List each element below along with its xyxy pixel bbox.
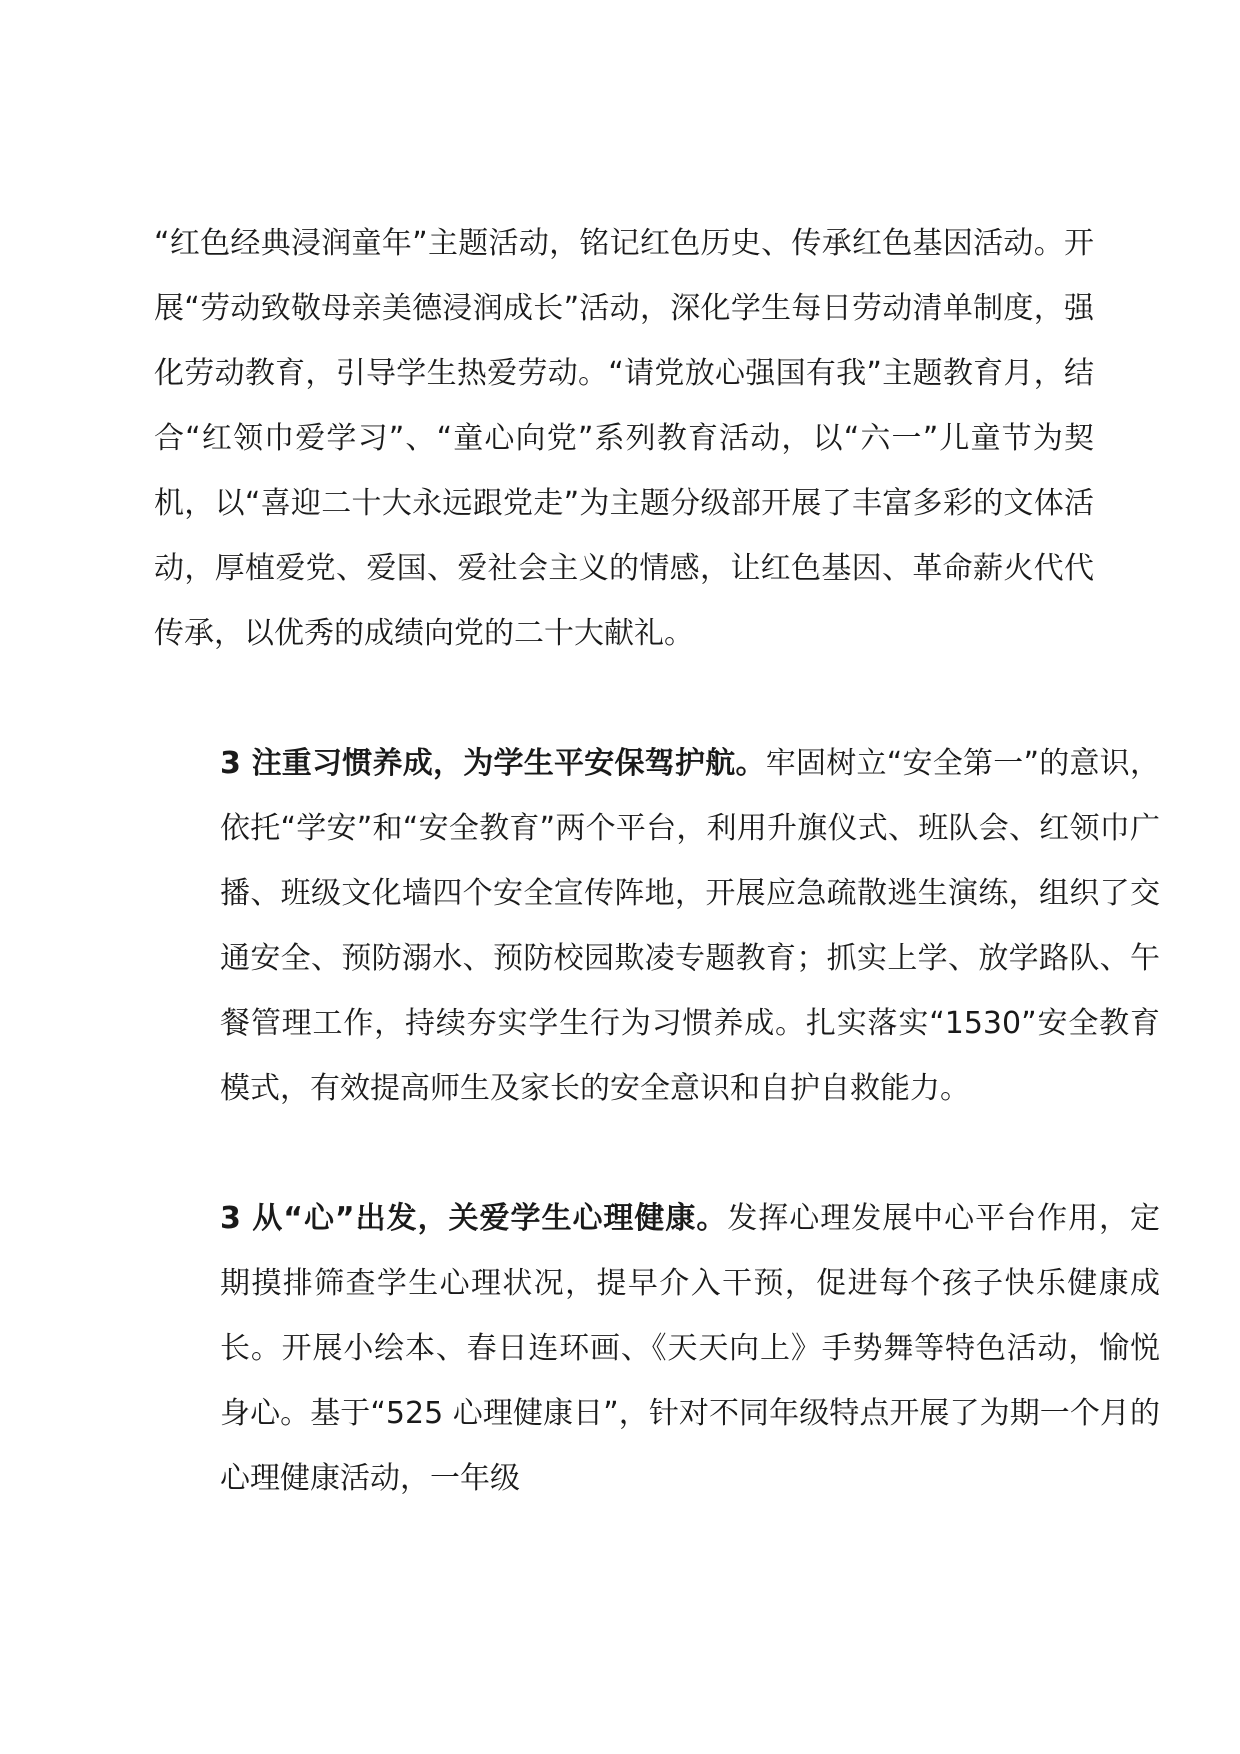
paragraph-heading: 3 从“心”出发，关爱学生心理健康。 <box>220 1201 728 1236</box>
paragraph-body: “红色经典浸润童年”主题活动，铭记红色历史、传承红色基因活动。开展“劳动致敬母亲美德浸润成长”活动，深化学生每日劳动清单制度，强化劳动教育，引导学生热爱劳动。“请党放心强国有我”主题教育月，结合“红领巾爱学习”、“童心向党”系列教育活动，以“六一”儿童节为契机，以“喜迎二十大永远跟党走”为主题分级部开展了丰富多彩的文体活动，厚植爱党、爱国、爱社会主义的情感，让红色基因、革命薪火代代传承，以优秀的成绩向党的二十大献礼。 <box>154 226 1094 651</box>
paragraph-body: 牢固树立“安全第一”的意识，依托“学安”和“安全教育”两个平台，利用升旗仪式、班队会、红领巾广播、班级文化墙四个安全宣传阵地，开展应急疏散逃生演练，组织了交通安全、预防溺水、预防校园欺凌专题教育；抓实上学、放学路队、午餐管理工作，持续夯实学生行为习惯养成。扎实落实“1530”安全教育模式，有效提高师生及家长的安全意识和自护自救能力。 <box>220 746 1160 1106</box>
paragraph-body: 发挥心理发展中心平台作用，定期摸排筛查学生心理状况，提早介入干预，促进每个孩子快乐健康成长。开展小绘本、春日连环画、《天天向上》手势舞等特色活动，愉悦身心。基于“525 心理健康日”，针对不同年级特点开展了为期一个月的心理健康活动，一年级 <box>220 1201 1160 1496</box>
paragraph-red-classics <box>154 211 1094 666</box>
document-page <box>154 0 1160 1754</box>
paragraph-mental-health <box>154 1186 1160 1511</box>
paragraph-heading: 3 注重习惯养成，为学生平安保驾护航。 <box>220 746 766 781</box>
paragraph-safety-habits <box>154 731 1160 1121</box>
